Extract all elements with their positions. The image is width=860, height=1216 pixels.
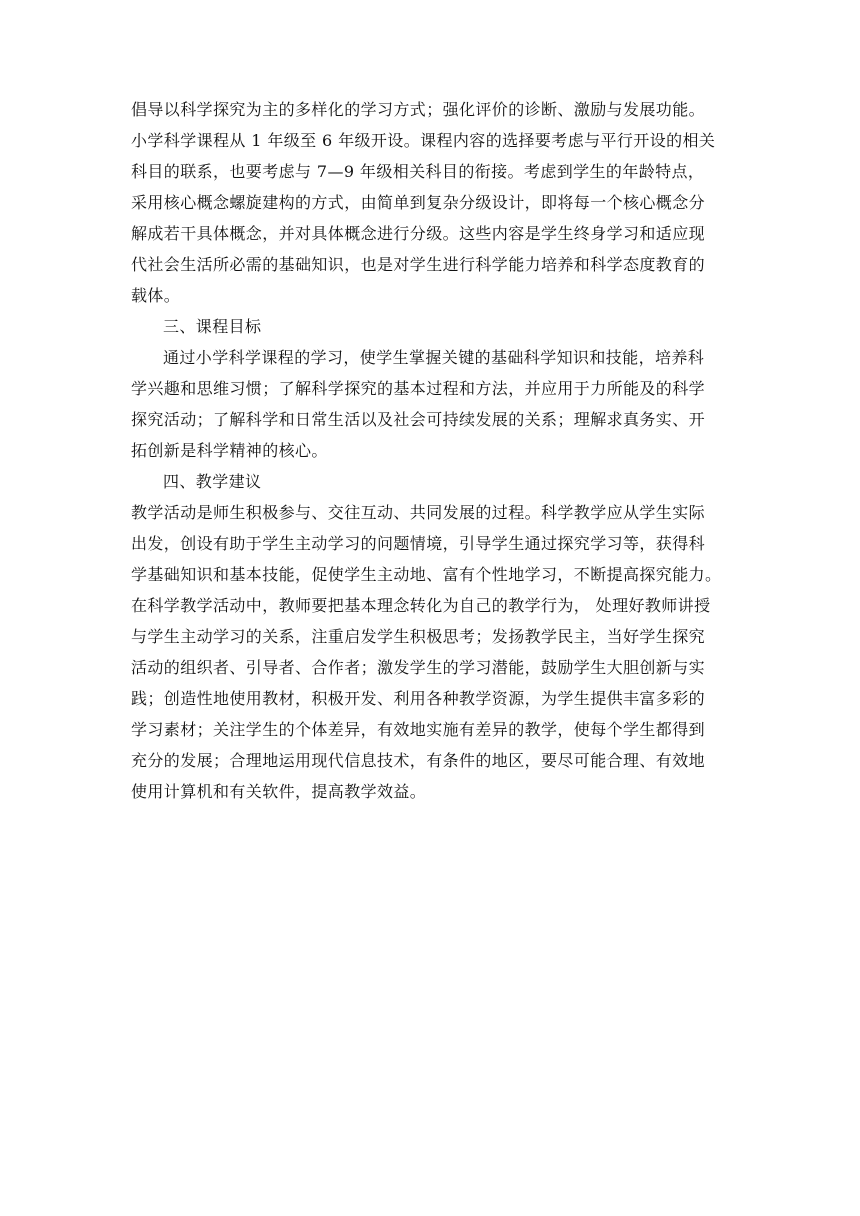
text-line: 活动的组织者、引导者、合作者；激发学生的学习潜能，鼓励学生大胆创新与实	[131, 658, 706, 677]
text-line: 采用核心概念螺旋建构的方式，由简单到复杂分级设计，即将每一个核心概念分	[131, 193, 706, 212]
text-line: 学兴趣和思维习惯；了解科学探究的基本过程和方法，并应用于力所能及的科学	[131, 379, 706, 398]
text-line: 充分的发展；合理地运用现代信息技术，有条件的地区，要尽可能合理、有效地	[131, 751, 706, 770]
document-body	[131, 94, 731, 807]
text-line: 出发，创设有助于学生主动学习的问题情境，引导学生通过探究学习等，获得科	[131, 534, 706, 553]
text-line: 使用计算机和有关软件，提高教学效益。	[131, 782, 427, 801]
text-line: 探究活动；了解科学和日常生活以及社会可持续发展的关系；理解求真务实、开	[131, 410, 706, 429]
text-line: 通过小学科学课程的学习，使学生掌握关键的基础科学知识和技能，培养科	[163, 348, 705, 367]
text-line: 解成若干具体概念，并对具体概念进行分级。这些内容是学生终身学习和适应现	[131, 224, 706, 243]
text-line: 科目的联系，也要考虑与 7—9 年级相关科目的衔接。考虑到学生的年龄特点，	[131, 162, 705, 181]
text-line: 倡导以科学探究为主的多样化的学习方式；强化评价的诊断、激励与发展功能。	[131, 100, 706, 119]
text-line: 拓创新是科学精神的核心。	[131, 441, 328, 460]
text-line: 学基础知识和基本技能，促使学生主动地、富有个性地学习，不断提高探究能力。	[131, 565, 722, 584]
text-line: 在科学教学活动中，教师要把基本理念转化为自己的教学行为， 处理好教师讲授	[131, 596, 711, 615]
text-line: 与学生主动学习的关系，注重启发学生积极思考；发扬教学民主，当好学生探究	[131, 627, 706, 646]
section-heading-teaching-suggestions: 四、教学建议	[163, 472, 262, 491]
text-line: 载体。	[131, 286, 181, 305]
text-line: 小学科学课程从 1 年级至 6 年级开设。课程内容的选择要考虑与平行开设的相关	[131, 131, 716, 150]
text-line: 代社会生活所必需的基础知识，也是对学生进行科学能力培养和科学态度教育的	[131, 255, 706, 274]
text-line: 学习素材；关注学生的个体差异，有效地实施有差异的教学，使每个学生都得到	[131, 720, 706, 739]
section-heading-course-goals: 三、课程目标	[163, 317, 262, 336]
text-line: 践；创造性地使用教材，积极开发、利用各种教学资源，为学生提供丰富多彩的	[131, 689, 706, 708]
text-line: 教学活动是师生积极参与、交往互动、共同发展的过程。科学教学应从学生实际	[131, 503, 706, 522]
